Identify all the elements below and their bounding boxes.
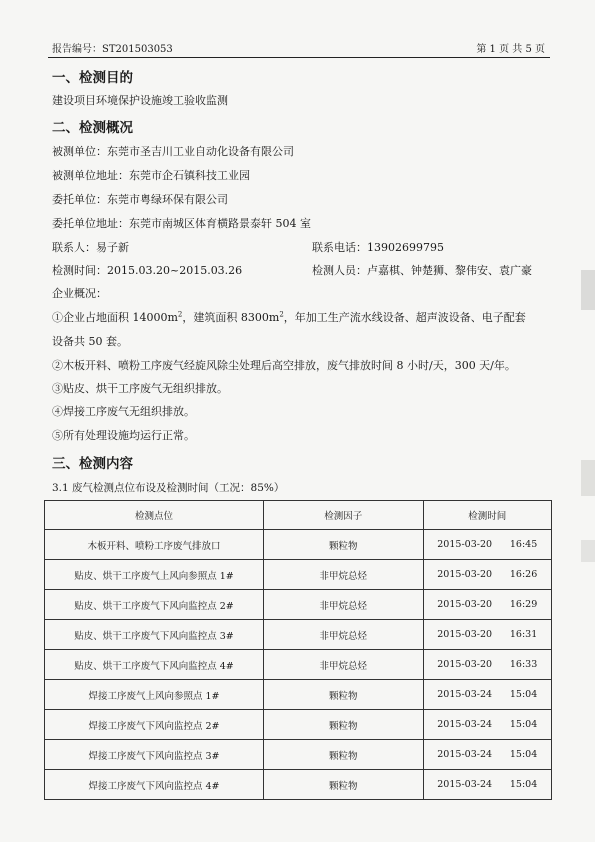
- section-3-title: 三、检测内容: [52, 456, 133, 472]
- cell-time-value: 15:04: [509, 779, 538, 790]
- table-row: [45, 620, 552, 650]
- header-factor: 检测因子: [264, 501, 424, 530]
- client-address: 委托单位地址：东莞市南城区体育横路景泰轩 504 室: [52, 217, 311, 230]
- cell-time: [423, 530, 551, 560]
- cell-time-value: 16:45: [509, 539, 538, 550]
- cell-time-value: 15:04: [509, 689, 538, 700]
- cell-factor: 非甲烷总烃: [264, 650, 424, 680]
- cell-date-value: 2015-03-20: [437, 539, 493, 550]
- cell-factor: 颗粒物: [264, 680, 424, 710]
- cell-time: [423, 770, 551, 800]
- cell-factor: 非甲烷总烃: [264, 590, 424, 620]
- superscript-2: 2: [177, 310, 183, 319]
- cell-date-value: 2015-03-20: [437, 569, 493, 580]
- summary-item-1-part-c: ，年加工生产流水线设备、超声波设备、电子配套: [283, 311, 526, 324]
- cell-date-value: 2015-03-20: [437, 659, 493, 670]
- cell-time: [423, 650, 551, 680]
- cell-date-value: 2015-03-24: [437, 689, 493, 700]
- tested-unit-address: 被测单位地址：东莞市企石镇科技工业园: [52, 169, 250, 182]
- table-caption: 3.1 废气检测点位布设及检测时间（工况：85%）: [52, 482, 285, 494]
- client-unit: 委托单位：东莞市粤绿环保有限公司: [52, 193, 228, 206]
- table-row: [45, 770, 552, 800]
- section-1-body: 建设项目环境保护设施竣工验收监测: [52, 94, 228, 107]
- cell-point: 焊接工序废气下风向监控点 3#: [45, 740, 264, 770]
- table-row: [45, 740, 552, 770]
- cell-time-value: 15:04: [509, 749, 538, 760]
- table-row: [45, 560, 552, 590]
- summary-item-5: ⑤所有处理设施均运行正常。: [52, 429, 195, 442]
- summary-item-1-part-b: ，建筑面积 8300m: [182, 311, 280, 324]
- cell-point: 贴皮、烘干工序废气下风向监控点 2#: [45, 590, 264, 620]
- cell-date-value: 2015-03-20: [437, 599, 493, 610]
- cell-point: 焊接工序废气下风向监控点 4#: [45, 770, 264, 800]
- cell-time-value: 16:31: [509, 629, 538, 640]
- cell-factor: 非甲烷总烃: [264, 560, 424, 590]
- section-1-title: 一、检测目的: [52, 70, 133, 86]
- cell-point: 贴皮、烘干工序废气上风向参照点 1#: [45, 560, 264, 590]
- summary-label: 企业概况：: [52, 287, 107, 300]
- table-row: [45, 590, 552, 620]
- header-point: 检测点位: [45, 501, 264, 530]
- cell-date-value: 2015-03-24: [437, 719, 493, 730]
- cell-point: 焊接工序废气下风向监控点 2#: [45, 710, 264, 740]
- scan-artifact: [581, 270, 595, 310]
- scan-artifact: [581, 460, 595, 496]
- emission-test-table: [44, 500, 552, 800]
- page-indicator: 第 1 页 共 5 页: [476, 44, 545, 55]
- cell-point: 焊接工序废气上风向参照点 1#: [45, 680, 264, 710]
- cell-factor: 颗粒物: [264, 710, 424, 740]
- cell-time: [423, 620, 551, 650]
- summary-item-1-line-2: 设备共 50 套。: [52, 335, 128, 348]
- report-number: 报告编号：ST201503053: [52, 44, 173, 55]
- cell-date-value: 2015-03-24: [437, 779, 493, 790]
- cell-point: 木板开料、喷粉工序废气排放口: [45, 530, 264, 560]
- cell-factor: 颗粒物: [264, 770, 424, 800]
- cell-factor: 颗粒物: [264, 740, 424, 770]
- header-rule: [48, 57, 550, 58]
- cell-date-value: 2015-03-24: [437, 749, 493, 760]
- table-row: [45, 530, 552, 560]
- cell-time: [423, 710, 551, 740]
- summary-item-3: ③贴皮、烘干工序废气无组织排放。: [52, 382, 228, 395]
- table-row: [45, 710, 552, 740]
- table-row: [45, 680, 552, 710]
- contact-phone: 联系电话：13902699795: [312, 241, 444, 254]
- section-2-title: 二、检测概况: [52, 120, 133, 136]
- scan-artifact: [581, 540, 595, 562]
- cell-point: 贴皮、烘干工序废气下风向监控点 3#: [45, 620, 264, 650]
- superscript-2: 2: [279, 310, 284, 319]
- cell-time-value: 16:26: [509, 569, 538, 580]
- summary-item-2: ②木板开料、喷粉工序废气经旋风除尘处理后高空排放，废气排放时间 8 小时/天，300 天/年。: [52, 359, 516, 372]
- cell-point: 贴皮、烘干工序废气下风向监控点 4#: [45, 650, 264, 680]
- cell-time-value: 15:04: [509, 719, 538, 730]
- summary-item-1: [52, 309, 526, 325]
- cell-time: [423, 740, 551, 770]
- table-header-row: [45, 501, 552, 530]
- table-row: [45, 650, 552, 680]
- inspection-time: 检测时间：2015.03.20~2015.03.26: [52, 264, 243, 277]
- cell-time: [423, 590, 551, 620]
- cell-time: [423, 680, 551, 710]
- cell-time-value: 16:33: [509, 659, 538, 670]
- contact-person: 联系人：易子新: [52, 241, 129, 254]
- summary-item-4: ④焊接工序废气无组织排放。: [52, 405, 195, 418]
- inspectors: 检测人员：卢嘉棋、钟楚狮、黎伟安、袁广豪: [312, 264, 532, 277]
- tested-unit: 被测单位：东莞市圣吉川工业自动化设备有限公司: [52, 145, 294, 158]
- cell-date-value: 2015-03-20: [437, 629, 493, 640]
- summary-item-1-part-a: ①企业占地面积 14000m: [52, 311, 178, 324]
- cell-factor: 非甲烷总烃: [264, 620, 424, 650]
- cell-time-value: 16:29: [509, 599, 538, 610]
- cell-time: [423, 560, 551, 590]
- cell-factor: 颗粒物: [264, 530, 424, 560]
- header-time: 检测时间: [423, 501, 551, 530]
